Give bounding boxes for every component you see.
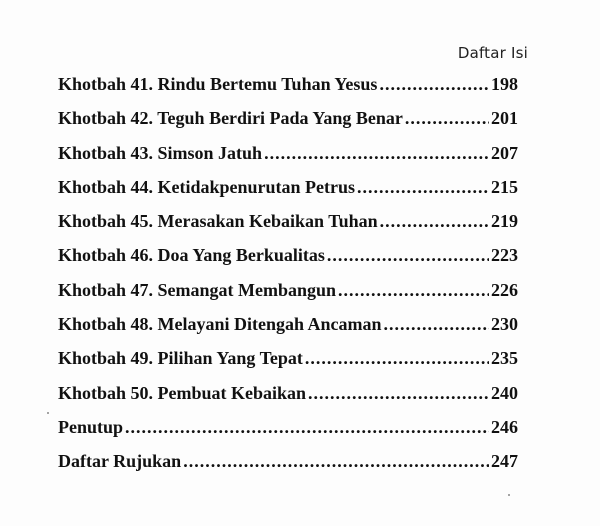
toc-entry bbox=[58, 451, 518, 485]
toc-entry bbox=[58, 108, 518, 142]
toc-entry-title: Khotbah 42. Teguh Berdiri Pada Yang Benar bbox=[58, 108, 403, 129]
toc-entry-page: 219 bbox=[491, 211, 518, 232]
toc-entry-page: 207 bbox=[491, 142, 518, 163]
toc-entry-title: Khotbah 47. Semangat Membangun bbox=[58, 279, 337, 300]
toc-dot-leader bbox=[338, 280, 489, 301]
toc-dot-leader bbox=[405, 108, 489, 129]
toc-entry-title: Khotbah 45. Merasakan Kebaikan Tuhan bbox=[58, 211, 378, 232]
toc-entry-page: 247 bbox=[491, 451, 518, 472]
toc-entry-page: 215 bbox=[491, 176, 518, 197]
toc-entry-page: 226 bbox=[491, 279, 518, 300]
scan-speck bbox=[47, 412, 49, 414]
toc-entry-page: 230 bbox=[491, 314, 518, 335]
toc-entry-page: 240 bbox=[491, 382, 518, 403]
toc-entry bbox=[58, 211, 518, 245]
toc-entry-title: Khotbah 50. Pembuat Kebaikan bbox=[58, 382, 307, 403]
toc-entry bbox=[58, 417, 518, 451]
toc-dot-leader bbox=[380, 211, 489, 232]
toc-dot-leader bbox=[264, 143, 489, 164]
toc-entry bbox=[58, 348, 518, 382]
toc-entry bbox=[58, 383, 518, 417]
toc-dot-leader bbox=[125, 417, 489, 438]
toc-entry bbox=[58, 143, 518, 177]
table-of-contents bbox=[58, 74, 518, 486]
toc-entry-title: Khotbah 43. Simson Jatuh bbox=[58, 142, 263, 163]
toc-entry-title: Khotbah 48. Melayani Ditengah Ancaman bbox=[58, 314, 382, 335]
toc-entry-page: 223 bbox=[491, 245, 518, 266]
scan-speck bbox=[508, 494, 510, 496]
toc-entry bbox=[58, 280, 518, 314]
toc-entry bbox=[58, 245, 518, 279]
toc-entry-title: Khotbah 41. Rindu Bertemu Tuhan Yesus bbox=[58, 74, 378, 94]
toc-entry-page: 246 bbox=[491, 416, 518, 437]
toc-dot-leader bbox=[384, 314, 489, 335]
toc-entry-title: Penutup bbox=[58, 416, 124, 437]
toc-entry bbox=[58, 314, 518, 348]
toc-entry bbox=[58, 177, 518, 211]
toc-entry-page: 201 bbox=[491, 108, 518, 129]
toc-entry-title: Khotbah 44. Ketidakpenurutan Petrus bbox=[58, 176, 356, 197]
toc-entry-page: 235 bbox=[491, 348, 518, 369]
toc-dot-leader bbox=[327, 245, 489, 266]
toc-entry-page: 198 bbox=[491, 74, 518, 94]
toc-dot-leader bbox=[183, 451, 489, 472]
toc-dot-leader bbox=[308, 383, 489, 404]
toc-entry bbox=[58, 74, 518, 108]
toc-dot-leader bbox=[379, 74, 489, 95]
toc-entry-title: Khotbah 49. Pilihan Yang Tepat bbox=[58, 348, 303, 369]
toc-dot-leader bbox=[357, 177, 489, 198]
toc-entry-title: Daftar Rujukan bbox=[58, 451, 182, 472]
running-header: Daftar Isi bbox=[457, 44, 528, 62]
toc-dot-leader bbox=[305, 348, 489, 369]
toc-entry-title: Khotbah 46. Doa Yang Berkualitas bbox=[58, 245, 325, 266]
